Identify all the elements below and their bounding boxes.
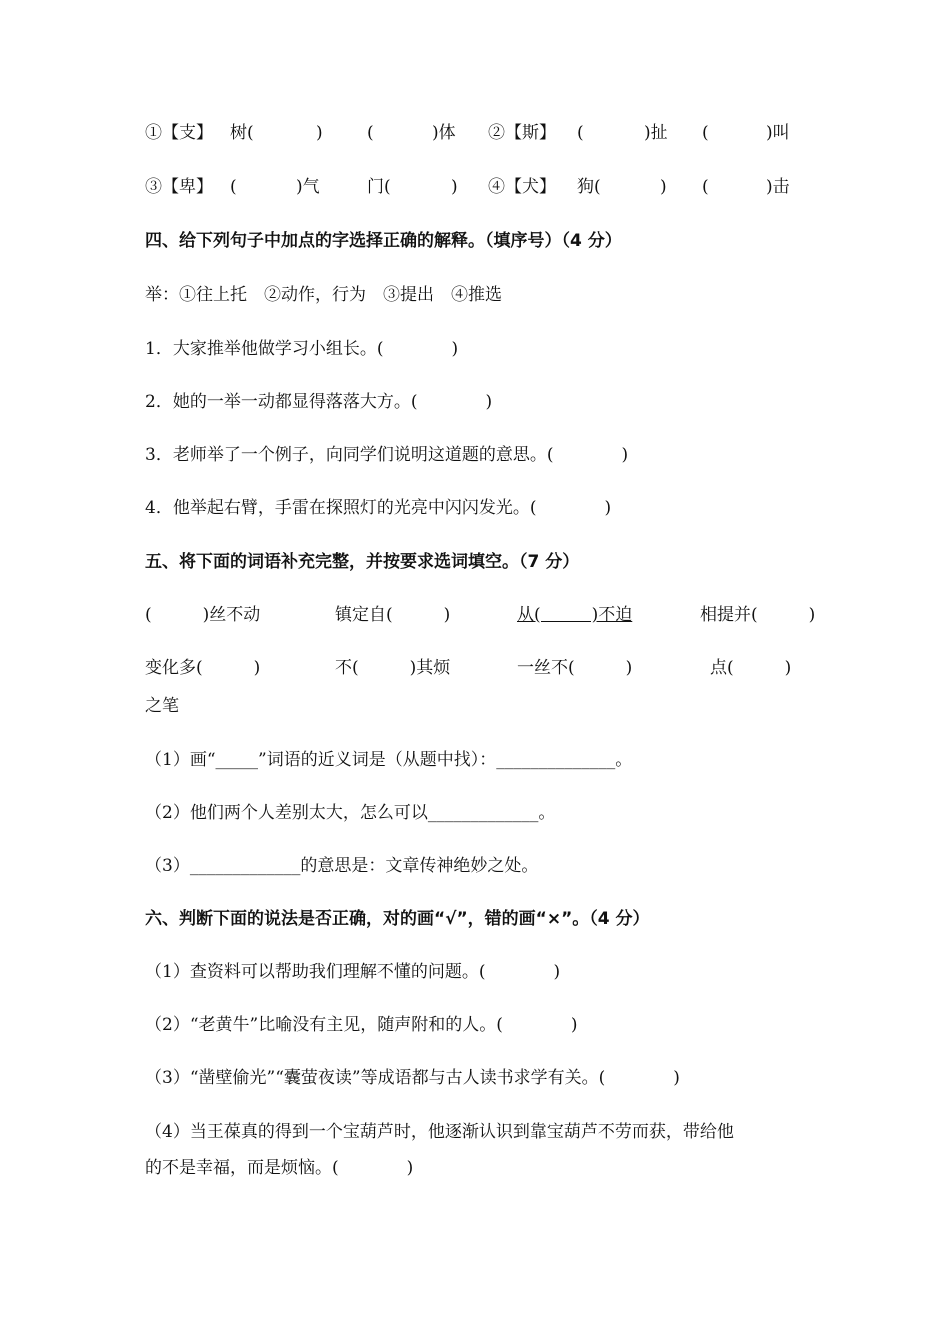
s5-idiom-8: 点( )	[710, 658, 792, 678]
s3-r1-blank-d: (	[702, 123, 709, 143]
s5-idiom-5: 变化多( )	[145, 658, 261, 678]
s3-r1-label-zhi: ①【支】	[145, 123, 213, 143]
s4-question-4: 4．他举起右臂，手雷在探照灯的光亮中闪闪发光。( )	[145, 498, 612, 518]
s3-r1-blank-c-end: )扯	[644, 123, 668, 143]
s3-r2-label-quan: ④【犬】	[488, 177, 556, 197]
s4-question-1: 1．大家推举他做学习小组长。( )	[145, 339, 459, 359]
s3-r1-blank-c: (	[577, 123, 584, 143]
s3-r2-blank-d-end: )击	[766, 177, 790, 197]
s5-question-1: （1）画“_____”词语的近义词是（从题中找）：______________。	[145, 750, 633, 770]
s6-question-3: （3）“凿壁偷光”“囊萤夜读”等成语都与古人读书求学有关。( )	[145, 1068, 680, 1088]
s4-question-3: 3．老师举了一个例子，向同学们说明这道题的意思。( )	[145, 445, 629, 465]
s3-r1-blank-a: 树(	[230, 123, 254, 143]
s4-heading: 四、给下列句子中加点的字选择正确的解释。（填序号）（4 分）	[145, 231, 622, 251]
s5-idiom-8-wrap: 之笔	[145, 696, 179, 716]
s6-question-1: （1）查资料可以帮助我们理解不懂的问题。( )	[145, 962, 561, 982]
s3-r1-blank-a-end: )	[316, 123, 323, 143]
s3-r2-blank-d: (	[702, 177, 709, 197]
s3-r2-blank-c: 狗(	[577, 177, 601, 197]
s3-r2-label-bei: ③【卑】	[145, 177, 213, 197]
s3-r1-label-si: ②【斯】	[488, 123, 556, 143]
s3-r2-blank-b: 门(	[367, 177, 391, 197]
s5-idiom-2: 镇定自( )	[335, 605, 451, 625]
s3-r2-blank-a-end: )气	[296, 177, 320, 197]
s6-question-4-line2: 的不是幸福，而是烦恼。( )	[145, 1158, 414, 1178]
s3-r1-blank-b: (	[367, 123, 374, 143]
s5-idiom-7: 一丝不( )	[517, 658, 633, 678]
s6-heading: 六、判断下面的说法是否正确，对的画“√”，错的画“×”。（4 分）	[145, 909, 650, 929]
s4-options: 举：①往上托 ②动作，行为 ③提出 ④推选	[145, 285, 502, 305]
s5-question-2: （2）他们两个人差别太大，怎么可以_____________。	[145, 803, 556, 823]
s5-idiom-3-underlined: 从( )不迫	[517, 605, 633, 625]
s4-question-2: 2．她的一举一动都显得落落大方。( )	[145, 392, 493, 412]
s6-question-2: （2）“老黄牛”比喻没有主见，随声附和的人。( )	[145, 1015, 578, 1035]
s5-heading: 五、将下面的词语补充完整，并按要求选词填空。（7 分）	[145, 552, 580, 572]
s3-r1-blank-b-end: )体	[432, 123, 456, 143]
s5-idiom-6: 不( )其烦	[335, 658, 451, 678]
s5-question-3: （3）_____________的意思是：文章传神绝妙之处。	[145, 856, 539, 876]
s3-r2-blank-c-end: )	[660, 177, 667, 197]
s5-idiom-1: ( )丝不动	[145, 605, 261, 625]
s5-idiom-4: 相提并( )	[700, 605, 816, 625]
s3-r2-blank-a: (	[230, 177, 237, 197]
s3-r1-blank-d-end: )叫	[766, 123, 790, 143]
s3-r2-blank-b-end: )	[451, 177, 458, 197]
s6-question-4-line1: （4）当王葆真的得到一个宝葫芦时，他逐渐认识到靠宝葫芦不劳而获，带给他	[145, 1122, 734, 1142]
